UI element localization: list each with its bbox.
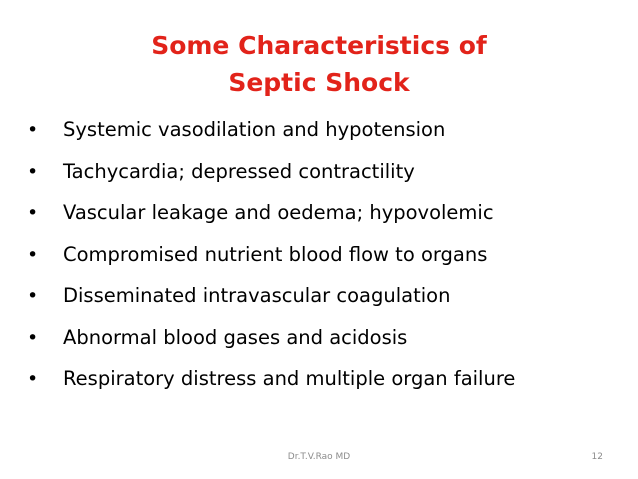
slide-title-line-2: Septic Shock	[228, 68, 410, 97]
bullet-text: Respiratory distress and multiple organ failure	[63, 367, 516, 390]
bullet-item	[27, 118, 515, 160]
slide-title	[0, 27, 638, 101]
bullet-dot-icon: •	[27, 368, 39, 390]
footer-author: Dr.T.V.Rao MD	[287, 452, 351, 462]
bullet-dot-icon: •	[27, 202, 39, 224]
bullet-item	[27, 160, 515, 202]
bullet-dot-icon: •	[27, 285, 39, 307]
bullet-list	[27, 118, 515, 409]
bullet-dot-icon: •	[27, 160, 39, 183]
page-number: 12	[591, 452, 603, 462]
bullet-text: Vascular leakage and oedema; hypovolemic	[63, 201, 494, 224]
bullet-text: Disseminated intravascular coagulation	[63, 284, 451, 307]
bullet-dot-icon: •	[27, 326, 39, 349]
bullet-text: Tachycardia; depressed contractility	[63, 159, 415, 183]
bullet-item	[27, 326, 515, 368]
bullet-item	[27, 284, 515, 326]
bullet-dot-icon: •	[27, 243, 39, 266]
bullet-text: Compromised nutrient blood flow to organs	[63, 242, 488, 266]
slide-title-line-1: Some Characteristics of	[151, 31, 487, 60]
bullet-text: Abnormal blood gases and acidosis	[63, 325, 408, 349]
bullet-item	[27, 243, 515, 285]
bullet-item	[27, 367, 515, 409]
bullet-text: Systemic vasodilation and hypotension	[63, 118, 446, 141]
bullet-item	[27, 201, 515, 243]
bullet-dot-icon: •	[27, 119, 39, 141]
